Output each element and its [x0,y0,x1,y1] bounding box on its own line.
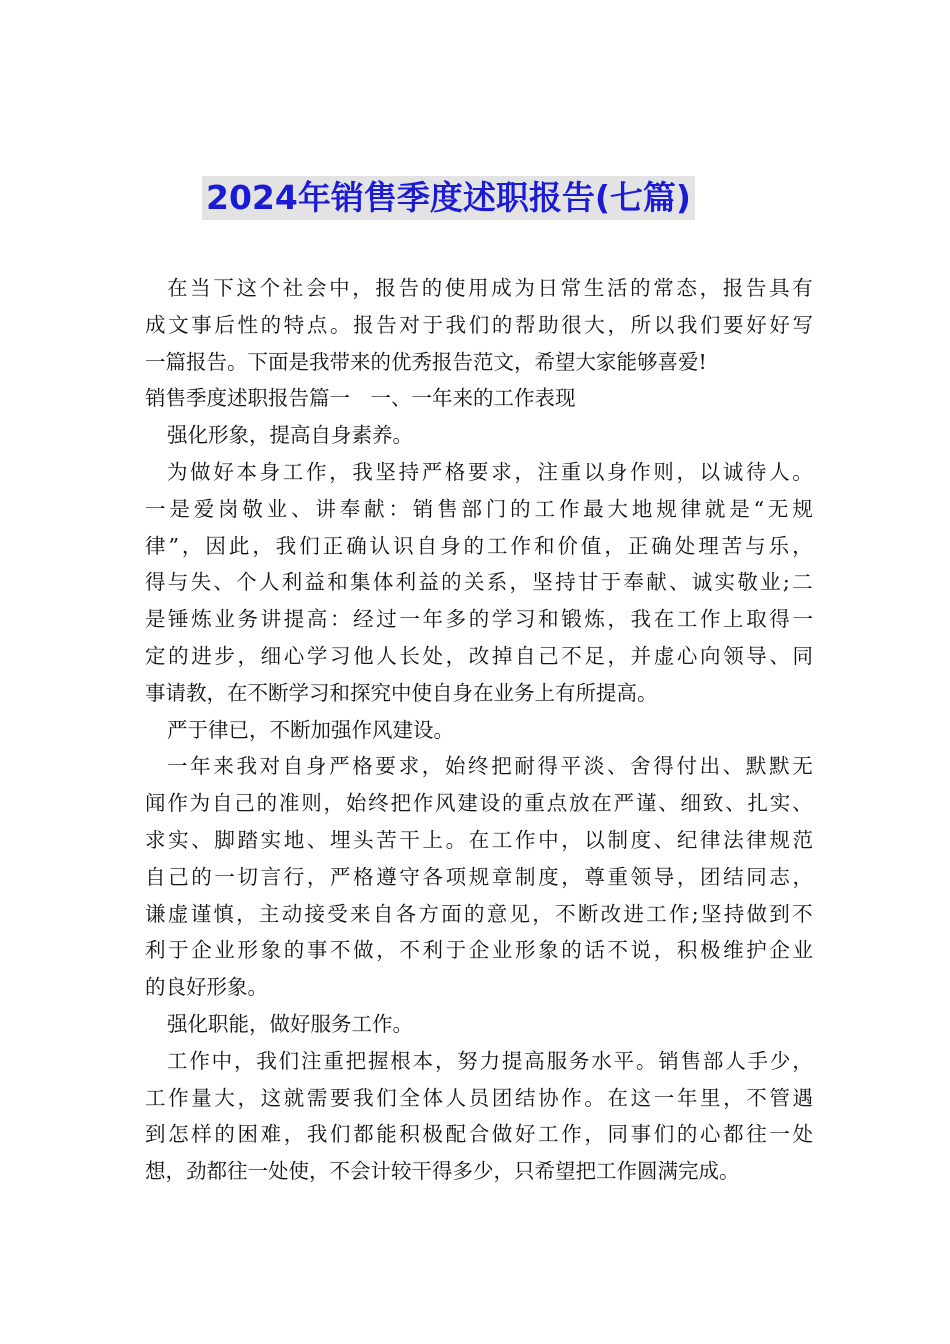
text-line: 事请教，在不断学习和探究中使自身在业务上有所提高。 [145,680,658,705]
text-line: 律 ” ， 因 此 ， 我 们 正 确 认 识 自 身 的 工 作 和 价 值 ， 正 确 处 理 苦 与 乐 ， [145,533,813,558]
text-line: 想，劲都往一处使，不会计较干得多少，只希望把工作圆满完成。 [145,1159,740,1184]
text-line: 求 实 、 脚 踏 实 地 、 埋 头 苦 干 上 。 在 工 作 中 ， 以 制 度 、 纪 律 法 律 规 范 [145,827,813,852]
text-line: 严于律已，不断加强作风建设。 [167,717,454,742]
text-line: 一 是 爱 岗 敬 业 、 讲 奉 献 ： 销 售 部 门 的 工 作 最 大 地 规 律 就 是 “ 无 规 [145,496,813,521]
text-line: 工 作 量 大 ， 这 就 需 要 我 们 全 体 人 员 团 结 协 作 。 在 这 一 年 里 ， 不 管 遇 [145,1085,813,1110]
text-line: 闻 作 为 自 己 的 准 则 ， 始 终 把 作 风 建 设 的 重 点 放 在 严 谨 、 细 致 、 扎 实 、 [145,791,813,816]
text-line: 为 做 好 本 身 工 作 ， 我 坚 持 严 格 要 求 ， 注 重 以 身 作 则 ， 以 诚 待 人 。 [167,459,813,484]
document-body [145,270,813,1190]
text-line: 得 与 失 、 个 人 利 益 和 集 体 利 益 的 关 系 ， 坚 持 甘 于 奉 献 、 诚 实 敬 业 ; 二 [145,570,813,595]
text-line: 强化形象，提高自身素养。 [167,423,413,448]
text-line: 定 的 进 步 ， 细 心 学 习 他 人 长 处 ， 改 掉 自 己 不 足 ， 并 虚 心 向 领 导 、 同 [145,643,813,668]
text-line: 的良好形象。 [145,975,268,1000]
text-line: 销售季度述职报告篇一 一、一年来的工作表现 [145,386,576,411]
text-line: 成 文 事 后 性 的 特 点 。 报 告 对 于 我 们 的 帮 助 很 大 ， 所 以 我 们 要 好 好 写 [145,312,813,337]
text-line: 到 怎 样 的 困 难 ， 我 们 都 能 积 极 配 合 做 好 工 作 ， 同 事 们 的 心 都 往 一 处 [145,1122,813,1147]
text-line: 自 己 的 一 切 言 行 ， 严 格 遵 守 各 项 规 章 制 度 ， 尊 重 领 导 ， 团 结 同 志 ， [145,864,813,889]
text-line: 是 锤 炼 业 务 讲 提 高 ： 经 过 一 年 多 的 学 习 和 锻 炼 ， 我 在 工 作 上 取 得 一 [145,607,813,632]
text-line: 利 于 企 业 形 象 的 事 不 做 ， 不 利 于 企 业 形 象 的 话 不 说 ， 积 极 维 护 企 业 [145,938,813,963]
document-title: 2024年销售季度述职报告(七篇) [202,176,695,220]
text-line: 一 年 来 我 对 自 身 严 格 要 求 ， 始 终 把 耐 得 平 淡 、 舍 得 付 出 、 默 默 无 [167,754,813,779]
text-line: 一篇报告。下面是我带来的优秀报告范文，希望大家能够喜爱! [145,349,707,374]
text-line: 在 当 下 这 个 社 会 中 ， 报 告 的 使 用 成 为 日 常 生 活 的 常 态 ， 报 告 具 有 [167,276,813,300]
text-line: 强化职能，做好服务工作。 [167,1011,413,1036]
text-line: 工 作 中 ， 我 们 注 重 把 握 根 本 ， 努 力 提 高 服 务 水 平 。 销 售 部 人 手 少 ， [167,1048,813,1073]
text-line: 谦 虚 谨 慎 ， 主 动 接 受 来 自 各 方 面 的 意 见 ， 不 断 改 进 工 作 ; 坚 持 做 到 不 [145,901,813,926]
